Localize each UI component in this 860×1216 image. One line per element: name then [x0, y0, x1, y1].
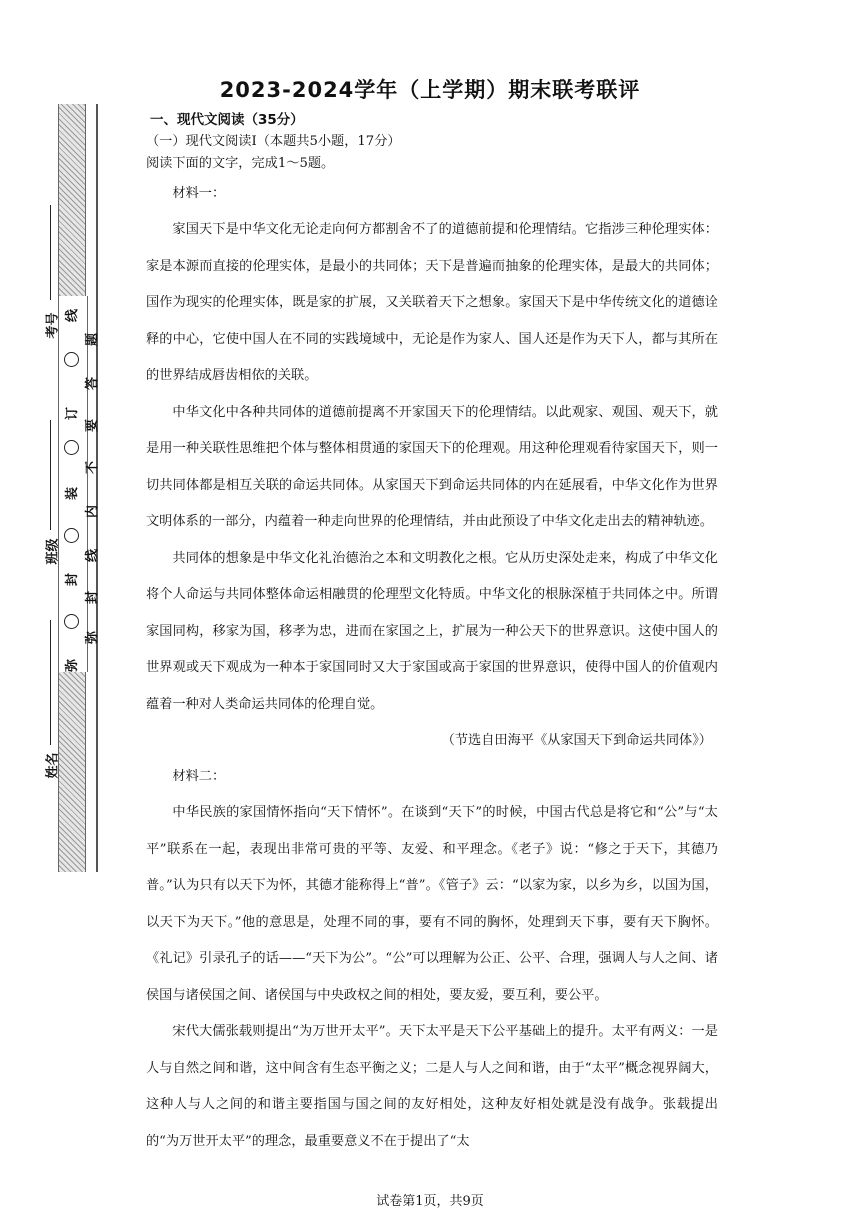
section-heading: 一、现代文阅读（35分） — [150, 112, 304, 128]
sub-heading: （一）现代文阅读Ⅰ（本题共5小题，17分） — [146, 134, 401, 149]
binding-inner-char: 题 — [85, 332, 101, 347]
binding-char-ding: 订 — [65, 406, 81, 421]
binding-char-mi: 弥 — [65, 658, 81, 673]
material-2-paragraph: 宋代大儒张载则提出“为万世开太平”。天下太平是天下公平基础上的提升。太平有两义：一是人与自然之间和谐，这中间含有生态平衡之义；二是人与人之间和谐，由于“太平”概念视界阔大，这种人与人之间的和谐主要指国与国之间的友好相处，这种友好相处就是没有战争。张载提出的“为万世开太平”的理念，最重要意义不在于提出了“太 — [146, 1024, 718, 1149]
binding-circle — [64, 614, 79, 629]
binding-inner-char: 内 — [85, 504, 101, 519]
name-line — [50, 620, 51, 745]
binding-circle — [64, 440, 79, 455]
name-label: 姓名 — [45, 752, 61, 779]
page-footer: 试卷第1页，共9页 — [376, 1194, 484, 1209]
binding-inner-char: 不 — [85, 460, 101, 475]
reading-section — [146, 108, 718, 1160]
material-1-paragraph: 共同体的想象是中华文化礼治德治之本和文明教化之根。它从历史深处走来，构成了中华文化将个人命运与共同体整体命运相融贯的伦理型文化特质。中华文化的根脉深植于共同体之中。所谓家国同构，移家为国，移孝为忠，进而在家国之上，扩展为一种公天下的世界意识。这使中国人的世界观或天下观成为一种本于家国同时又大于家国或高于家国的世界意识，使得中国人的价值观内蕴着一种对人类命运共同体的伦理自觉。 — [146, 550, 718, 712]
binding-inner-char: 弥 — [85, 630, 101, 645]
binding-inner-char: 要 — [85, 418, 101, 433]
binding-inner-char: 线 — [85, 548, 101, 563]
binding-inner-char: 答 — [85, 376, 101, 391]
binding-char-feng: 封 — [65, 572, 81, 587]
binding-char-xian: 线 — [65, 308, 81, 323]
material-1-paragraph: 家国天下是中华文化无论走向何方都割舍不了的道德前提和伦理情结。它指涉三种伦理实体：家是本源而直接的伦理实体，是最小的共同体；天下是普遍而抽象的伦理实体，是最大的共同体；国作为现实的伦理实体，既是家的扩展，又关联着天下之想象。家国天下是中华传统文化的道德诠释的中心，它使中国人在不同的实践境域中，无论是作为家人、国人还是作为天下人，都与其所在的世界结成唇齿相依的关联。 — [146, 222, 718, 383]
material-2-paragraph: 中华民族的家国情怀指向“天下情怀”。在谈到“天下”的时候，中国古代总是将它和“公”与“太平”联系在一起，表现出非常可贵的平等、友爱、和平理念。《老子》说：“修之于天下，其德乃普。”认为只有以天下为怀，其德才能称得上“普”。《管子》云：“以家为家，以乡为乡，以国为国，以天下为天下。”他的意思是，处理不同的事，要有不同的胸怀，处理到天下事，要有天下胸怀。《礼记》引录孔子的话——“天下为公”。“公”可以理解为公正、公平、合理，强调人与人之间、诸侯国与诸侯国之间、诸侯国与中央政权之间的相处，要友爱，要互利，要公平。 — [146, 805, 718, 1003]
binding-circle — [64, 528, 79, 543]
material-1-label: 材料一： — [172, 186, 226, 201]
binding-char-zhuang: 装 — [65, 486, 81, 501]
class-line — [50, 420, 51, 530]
material-1-source: （节选自田海平《从家国天下到命运共同体》） — [441, 733, 712, 748]
material-1-paragraph: 中华文化中各种共同体的道德前提离不开家国天下的伦理情结。以此观家、观国、观天下，就是用一种关联性思维把个体与整体相贯通的家国天下的伦理观。用这种伦理观看待家国天下，则一切共同体都是相互关联的命运共同体。从家国天下到命运共同体的内在延展看，中华文化作为世界文明体系的一部分，内蕴着一种走向世界的伦理情结，并由此预设了中华文化走出去的精神轨迹。 — [146, 404, 718, 529]
class-label: 班级 — [45, 538, 61, 565]
exam-number-label: 考号 — [45, 312, 61, 339]
exam-number-line — [50, 205, 51, 300]
page-title: 2023-2024学年（上学期）期末联考联评 — [219, 78, 641, 102]
instruction: 阅读下面的文字，完成1～5题。 — [146, 156, 335, 171]
binding-circle — [64, 352, 79, 367]
binding-inner-char: 封 — [85, 590, 101, 605]
material-2-label: 材料二： — [172, 769, 226, 784]
binding-rule — [96, 104, 98, 872]
